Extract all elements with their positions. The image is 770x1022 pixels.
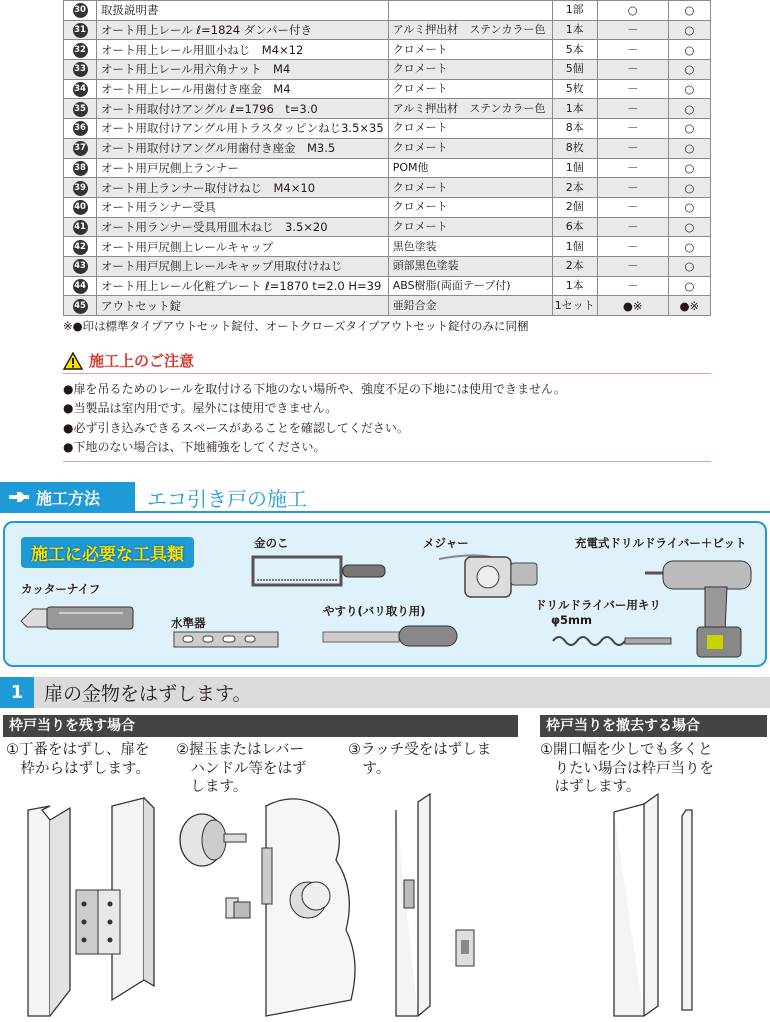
frame-stop-removal-illustration xyxy=(600,790,710,1018)
part-standard-type: － xyxy=(597,178,668,198)
part-number: 36 xyxy=(64,119,97,139)
caution-title: 施工上のご注意 xyxy=(89,352,195,370)
part-standard-type: － xyxy=(597,237,668,257)
part-number: 33 xyxy=(64,60,97,80)
parts-table xyxy=(63,0,711,316)
part-auto-close-type: ○ xyxy=(668,256,710,276)
part-name: オート用戸尻側上ランナー xyxy=(97,158,389,178)
part-quantity: 8本 xyxy=(552,119,597,139)
tape-measure-icon xyxy=(431,551,541,599)
part-auto-close-type: ○ xyxy=(668,217,710,237)
part-material: アルミ押出材 ステンカラー色 xyxy=(388,20,552,40)
tools-panel xyxy=(3,521,767,667)
table-row xyxy=(64,276,711,296)
part-auto-close-type: ○ xyxy=(668,60,710,80)
part-name: オート用ランナー受具 xyxy=(97,197,389,217)
part-material: クロメート xyxy=(388,119,552,139)
part-quantity: 5本 xyxy=(552,40,597,60)
step-number: 1 xyxy=(0,677,34,708)
part-material: 亜鉛合金 xyxy=(388,296,552,316)
part-name: オート用ランナー受具用皿木ねじ 3.5×20 xyxy=(97,217,389,237)
part-name: オート用上レール化粧プレート ℓ=1870 t=2.0 H=39 xyxy=(97,276,389,296)
table-row xyxy=(64,20,711,40)
part-auto-close-type: ○ xyxy=(668,138,710,158)
part-material: アルミ押出材 ステンカラー色 xyxy=(388,99,552,119)
method-header xyxy=(0,483,770,513)
part-name: オート用上レール用皿小ねじ M4×12 xyxy=(97,40,389,60)
part-material: クロメート xyxy=(388,138,552,158)
part-number: 32 xyxy=(64,40,97,60)
table-row xyxy=(64,79,711,99)
step-b1-text: ①開口幅を少しでも多くと りたい場合は枠戸当りを はずします。 xyxy=(540,742,714,795)
part-standard-type: － xyxy=(597,197,668,217)
caution-item: ●扉を吊るためのレールを取付ける下地のない場所や、強度不足の下地には使用できません。 xyxy=(63,382,566,396)
part-name: 取扱説明書 xyxy=(97,1,389,21)
bit-label: ドリルドライバー用キリ xyxy=(535,598,661,612)
part-material xyxy=(388,1,552,21)
case-remove-stop: 枠戸当りを撤去する場合 xyxy=(540,715,767,737)
part-auto-close-type: ○ xyxy=(668,119,710,139)
part-material: クロメート xyxy=(388,197,552,217)
hinge-removal-illustration xyxy=(20,790,170,1018)
saw-label: 金のこ xyxy=(254,536,289,550)
part-auto-close-type: ○ xyxy=(668,79,710,99)
part-quantity: 2本 xyxy=(552,256,597,276)
part-quantity: 6本 xyxy=(552,217,597,237)
part-material: クロメート xyxy=(388,79,552,99)
part-number: 43 xyxy=(64,256,97,276)
drill-bit-icon xyxy=(549,631,673,651)
tools-badge: 施工に必要な工具類 xyxy=(21,537,194,568)
caution-header xyxy=(63,348,711,374)
level-icon xyxy=(173,631,279,649)
table-row xyxy=(64,40,711,60)
cutter-label: カッターナイフ xyxy=(21,582,101,596)
part-standard-type: － xyxy=(597,119,668,139)
caution-item: ●必ず引き込みできるスペースがあることを確認してください。 xyxy=(63,420,409,435)
knob-removal-illustration xyxy=(176,790,366,1018)
step-a3-text: ③ラッチ受をはずしま す。 xyxy=(348,742,492,777)
table-row xyxy=(64,138,711,158)
table-row xyxy=(64,158,711,178)
part-name: オート用戸尻側上レールキャップ用取付けねじ xyxy=(97,256,389,276)
part-standard-type: － xyxy=(597,79,668,99)
part-number: 31 xyxy=(64,20,97,40)
driver-label: 充電式ドリルドライバー＋ビット xyxy=(575,536,747,550)
part-auto-close-type: ○ xyxy=(668,99,710,119)
part-standard-type: － xyxy=(597,138,668,158)
caution-item: ●下地のない場合は、下地補強をしてください。 xyxy=(63,439,326,454)
part-number: 42 xyxy=(64,237,97,257)
tape-label: メジャー xyxy=(423,536,469,550)
part-number: 44 xyxy=(64,276,97,296)
part-name: オート用上レール ℓ=1824 ダンパー付き xyxy=(97,20,389,40)
part-name: オート用取付けアングル用トラスタッピンねじ3.5×35 xyxy=(97,119,389,139)
part-standard-type: － xyxy=(597,217,668,237)
part-standard-type: － xyxy=(597,99,668,119)
part-number: 34 xyxy=(64,79,97,99)
part-number: 45 xyxy=(64,296,97,316)
table-row xyxy=(64,197,711,217)
hacksaw-icon xyxy=(249,553,389,589)
bit-size: φ5mm xyxy=(551,613,592,627)
part-quantity: 1本 xyxy=(552,276,597,296)
step-title: 扉の金物をはずします。 xyxy=(44,683,252,705)
caution-item: ●当製品は室内用です。屋外には使用できません。 xyxy=(63,401,338,416)
part-quantity: 8枚 xyxy=(552,138,597,158)
part-number: 37 xyxy=(64,138,97,158)
part-number: 35 xyxy=(64,99,97,119)
cutter-knife-icon xyxy=(19,599,137,635)
step-a1-text: ①丁番をはずし、扉を 枠からはずします。 xyxy=(6,742,150,777)
table-row xyxy=(64,119,711,139)
table-row xyxy=(64,296,711,316)
part-quantity: 5枚 xyxy=(552,79,597,99)
part-standard-type: － xyxy=(597,276,668,296)
part-number: 30 xyxy=(64,1,97,21)
latch-strike-removal-illustration xyxy=(390,790,490,1018)
part-material: クロメート xyxy=(388,40,552,60)
part-quantity: 1部 xyxy=(552,1,597,21)
part-name: オート用取付けアングル用歯付き座金 M3.5 xyxy=(97,138,389,158)
part-quantity: 1個 xyxy=(552,237,597,257)
part-name: オート用取付けアングル ℓ=1796 t=3.0 xyxy=(97,99,389,119)
caution-list xyxy=(63,380,711,457)
method-title: エコ引き戸の施工 xyxy=(147,486,307,511)
part-quantity: 1セット xyxy=(552,296,597,316)
table-row xyxy=(64,1,711,21)
part-standard-type: － xyxy=(597,40,668,60)
part-auto-close-type: ○ xyxy=(668,276,710,296)
part-auto-close-type: ○ xyxy=(668,40,710,60)
part-material: 黒色塗装 xyxy=(388,237,552,257)
part-name: オート用上ランナー取付けねじ M4×10 xyxy=(97,178,389,198)
table-row xyxy=(64,256,711,276)
part-material: クロメート xyxy=(388,217,552,237)
table-row xyxy=(64,178,711,198)
part-auto-close-type: ○ xyxy=(668,158,710,178)
part-material: POM他 xyxy=(388,158,552,178)
part-auto-close-type: ○ xyxy=(668,197,710,217)
table-row xyxy=(64,60,711,80)
wrench-icon xyxy=(8,490,30,504)
part-name: オート用戸尻側上レールキャップ xyxy=(97,237,389,257)
table-row xyxy=(64,99,711,119)
part-number: 40 xyxy=(64,197,97,217)
case-keep-stop: 枠戸当りを残す場合 xyxy=(3,715,518,737)
part-quantity: 1個 xyxy=(552,158,597,178)
part-quantity: 1本 xyxy=(552,99,597,119)
method-tag-label: 施工方法 xyxy=(36,488,101,508)
table-row xyxy=(64,237,711,257)
part-standard-type: ●※ xyxy=(597,296,668,316)
part-standard-type: － xyxy=(597,20,668,40)
method-tag xyxy=(0,482,135,512)
table-row xyxy=(64,217,711,237)
level-label: 水準器 xyxy=(171,616,206,630)
step-header xyxy=(0,677,770,708)
part-standard-type: － xyxy=(597,60,668,80)
divider xyxy=(63,461,711,462)
part-auto-close-type: ○ xyxy=(668,178,710,198)
part-quantity: 1本 xyxy=(552,20,597,40)
step-a2-text: ②握玉またはレバー ハンドル等をはず します。 xyxy=(176,742,307,795)
part-quantity: 2本 xyxy=(552,178,597,198)
part-standard-type: － xyxy=(597,158,668,178)
part-material: クロメート xyxy=(388,178,552,198)
part-number: 38 xyxy=(64,158,97,178)
part-standard-type: － xyxy=(597,256,668,276)
part-name: オート用上レール用歯付き座金 M4 xyxy=(97,79,389,99)
part-auto-close-type: ●※ xyxy=(668,296,710,316)
part-standard-type: ○ xyxy=(597,1,668,21)
part-name: アウトセット錠 xyxy=(97,296,389,316)
part-material: ABS樹脂(両面テープ付) xyxy=(388,276,552,296)
part-auto-close-type: ○ xyxy=(668,20,710,40)
part-auto-close-type: ○ xyxy=(668,1,710,21)
part-quantity: 2個 xyxy=(552,197,597,217)
footnote: ※●印は標準タイプアウトセット錠付、オートクローズタイプアウトセット錠付のみに同梱 xyxy=(63,319,529,333)
file-label: やすり(バリ取り用) xyxy=(323,604,426,618)
part-number: 41 xyxy=(64,217,97,237)
warning-icon xyxy=(63,352,83,370)
part-material: 頭部黒色塗装 xyxy=(388,256,552,276)
part-material: クロメート xyxy=(388,60,552,80)
part-quantity: 5個 xyxy=(552,60,597,80)
file-tool-icon xyxy=(321,623,461,649)
part-name: オート用上レール用六角ナット M4 xyxy=(97,60,389,80)
part-number: 39 xyxy=(64,178,97,198)
part-auto-close-type: ○ xyxy=(668,237,710,257)
